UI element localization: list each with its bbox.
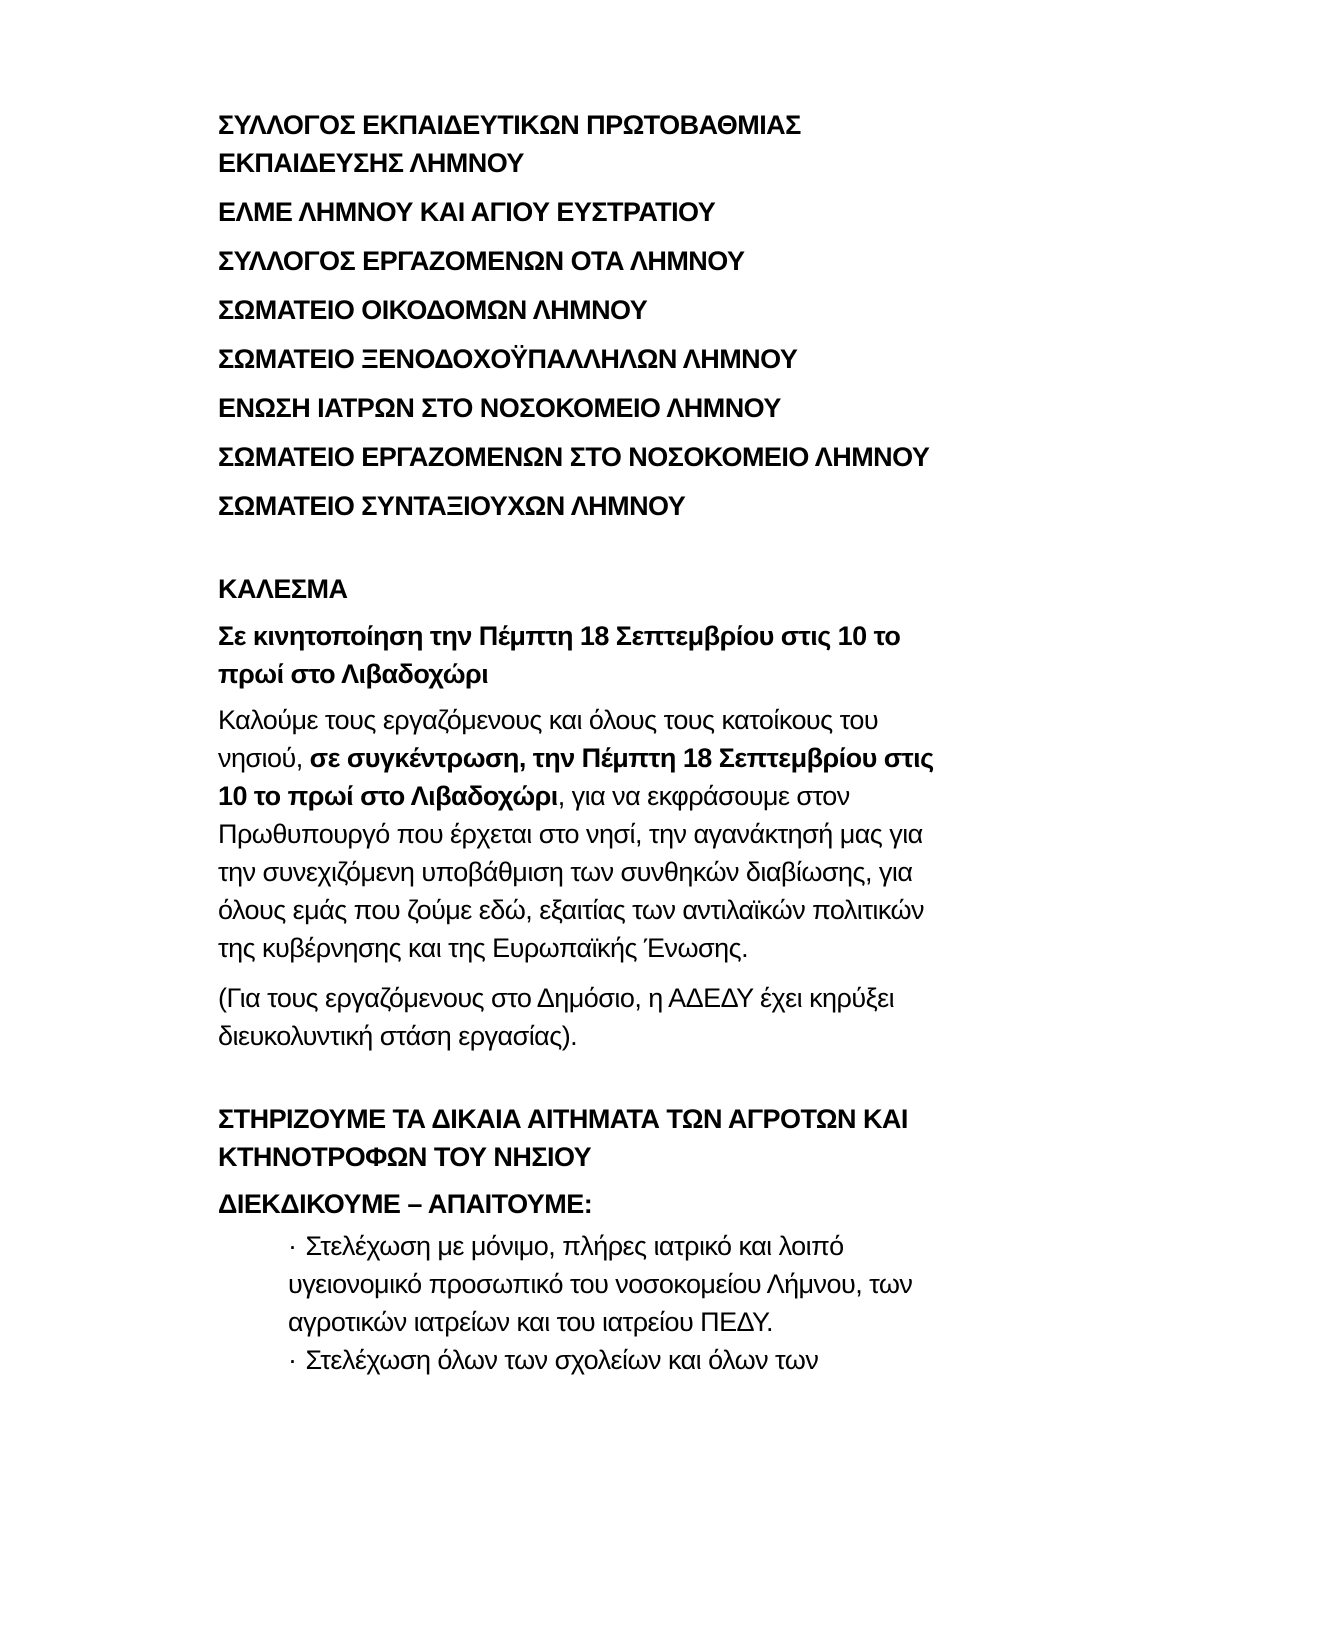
call-subheading: Σε κινητοποίηση την Πέμπτη 18 Σεπτεμβρίου στις 10 το πρωί στο Λιβαδοχώρι [218,621,901,689]
bullet-icon: · [288,1345,297,1375]
organization-name: ΣΥΛΛΟΓΟΣ ΕΡΓΑΖΟΜΕΝΩΝ ΟΤΑ ΛΗΜΝΟΥ [218,246,745,276]
document-content [218,106,954,1379]
organization-name: ΣΩΜΑΤΕΙΟ ΞΕΝΟΔΟΧΟΫΠΑΛΛΗΛΩΝ ΛΗΜΝΟΥ [218,344,798,374]
organizations-list [218,106,954,525]
demand-text: Στελέχωση με μόνιμο, πλήρες ιατρικό και λοιπό υγειονομικό προσωπικό του νοσοκομείου Λήμνου, των αγροτικών ιατρείων και του ιατρείου ΠΕΔΥ. [288,1231,913,1337]
demand-text: Στελέχωση όλων των σχολείων και όλων των [305,1345,819,1375]
organization-name: ΣΩΜΑΤΕΙΟ ΟΙΚΟΔΟΜΩΝ ΛΗΜΝΟΥ [218,295,648,325]
organization-name: ΣΥΛΛΟΓΟΣ ΕΚΠΑΙΔΕΥΤΙΚΩΝ ΠΡΩΤΟΒΑΘΜΙΑΣ ΕΚΠΑΙΔΕΥΣΗΣ ΛΗΜΝΟΥ [218,110,801,178]
call-note: (Για τους εργαζόμενους στο Δημόσιο, η ΑΔΕΔΥ έχει κηρύξει διευκολυντική στάση εργασίας). [218,983,895,1051]
support-heading: ΣΤΗΡΙΖΟΥΜΕ ΤΑ ΔΙΚΑΙΑ ΑΙΤΗΜΑΤΑ ΤΩΝ ΑΓΡΟΤΩΝ ΚΑΙ ΚΤΗΝΟΤΡΟΦΩΝ ΤΟΥ ΝΗΣΙΟΥ [218,1104,908,1172]
organization-name: ΣΩΜΑΤΕΙΟ ΣΥΝΤΑΞΙΟΥΧΩΝ ΛΗΜΝΟΥ [218,491,686,521]
call-body-segment-bold: σε συγκέντρωση, την Πέμπτη 18 Σεπτεμβρίου στις 10 το πρωί στο Λιβαδοχώρι [218,743,934,811]
bullet-icon: · [288,1231,297,1261]
organization-name: ΕΝΩΣΗ ΙΑΤΡΩΝ ΣΤΟ ΝΟΣΟΚΟΜΕΙΟ ΛΗΜΝΟΥ [218,393,781,423]
organization-name: ΕΛΜΕ ΛΗΜΝΟΥ ΚΑΙ ΑΓΙΟΥ ΕΥΣΤΡΑΤΙΟΥ [218,197,716,227]
demand-item [288,1341,954,1379]
demands-list [218,1227,954,1379]
demands-heading: ΔΙΕΚΔΙΚΟΥΜΕ – ΑΠΑΙΤΟΥΜΕ: [218,1189,593,1219]
demand-item [288,1227,954,1341]
call-body-segment: Καλούμε τους εργαζόμενους και όλους τους κατοίκους του νησιού, [218,705,879,773]
organization-name: ΣΩΜΑΤΕΙΟ ΕΡΓΑΖΟΜΕΝΩΝ ΣΤΟ ΝΟΣΟΚΟΜΕΙΟ ΛΗΜΝΟΥ [218,442,930,472]
call-body-paragraph [218,701,954,967]
call-heading: ΚΑΛΕΣΜΑ [218,574,348,604]
call-body-segment: , για να εκφράσουμε στον Πρωθυπουργό που έρχεται στο νησί, την αγανάκτησή μας για την συνεχιζόμενη υποβάθμιση των συνθηκών διαβίωσης, για όλους εμάς που ζούμε εδώ, εξαιτίας των αντιλαϊκών πολιτικών της κυβέρνησης και της Ευρωπαϊκής Ένωσης. [218,781,924,963]
